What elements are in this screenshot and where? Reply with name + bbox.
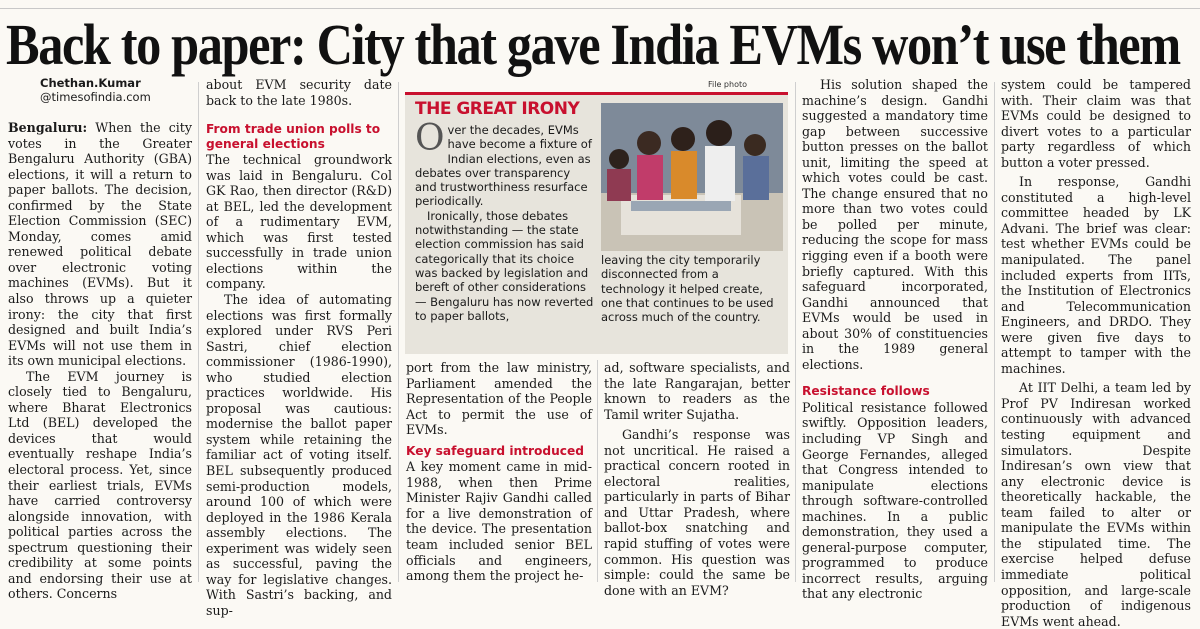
paragraph: port from the law ministry, Parliament amended the Representation of the People Act to permit the use of EVMs. — [406, 360, 592, 438]
byline — [40, 76, 192, 104]
top-border — [0, 0, 1200, 9]
dateline: Bengaluru: — [8, 120, 88, 135]
byline-handle: @timesofindia.com — [40, 90, 151, 104]
irony-box — [405, 92, 788, 354]
column-2 — [206, 77, 392, 619]
column-4 — [604, 360, 790, 598]
box-text-left — [415, 118, 595, 323]
paragraph: about EVM security date back to the late 1980s. — [206, 77, 392, 108]
column-rule — [198, 82, 199, 582]
paragraph: His solution shaped the machine’s design. Gandhi suggested a mandatory time gap between successive button presses on the ballot unit, limiting the speed at which votes could be cast. The change ensured that no more than two votes could be polled per minute, reducing the scope for mass rigging even if a booth were briefly captured. With this safeguard incorporated, Gandhi announced that EVMs would be used in about 30% of constituencies in the 1989 general elections. — [802, 77, 988, 372]
box-paragraph: Over the decades, EVMs have become a fixture of Indian elections, even as debates over transparency and trustworthiness resurface periodically. — [415, 118, 592, 209]
paragraph: system could be tampered with. Their claim was that EVMs could be designed to divert votes to a particular party regardless of which button a voter pressed. — [1001, 77, 1191, 170]
paragraph: ad, software specialists, and the late Rangarajan, better known to readers as the Tamil writer Sujatha. — [604, 360, 790, 422]
paragraph: The technical groundwork was laid in Bengaluru. Col GK Rao, then director (R&D) at BEL, led the development of a rudimentary EVM, which was first tested successfully in trade union elections within the company. — [206, 152, 392, 292]
column-rule — [994, 82, 995, 582]
column-5 — [802, 77, 988, 602]
paragraph: A key moment came in mid-1988, when then Prime Minister Rajiv Gandhi called for a live demonstration of the device. The presentation team included senior BEL officials and engineers, among them the project he- — [406, 459, 592, 584]
paragraph: Gandhi’s response was not uncritical. He raised a practical concern rooted in electoral realities, particularly in parts of Bihar and Uttar Pradesh, where ballot-box snatching and rapid stuffing of votes were common. His question was simple: could the same be done with an EVM? — [604, 427, 790, 598]
box-title: THE GREAT IRONY — [415, 99, 580, 119]
paragraph: The EVM journey is closely tied to Bengaluru, where Bharat Electronics Ltd (BEL) developed the devices that would eventually reshape India’s electoral process. Yet, since their earliest trials, EVMs have carried controversy alongside innovation, with political parties across the spectrum questioning their credibility at some points and endorsing their use at others. Concerns — [8, 368, 192, 602]
drop-cap: O — [415, 118, 445, 159]
photo-credit: File photo — [708, 80, 748, 89]
box-paragraph: Ironically, those debates notwithstanding — the state election commission has said categorically that its choice was backed by legislation and bereft of other considerations — Bengaluru has now reverted to paper ballots, — [415, 208, 594, 323]
subheading: Resistance follows — [802, 384, 930, 399]
column-3 — [406, 360, 592, 584]
paragraph: At IIT Delhi, a team led by Prof PV Indiresan worked continuously with advanced testing equipment and simulators. Despite Indiresan’s own view that any electronic device is theoretically hackable, the team failed to alter or manipulate the EVMs within the stipulated time. The exercise helped defuse immediate political opposition, and large-scale production of indigenous EVMs went ahead. — [1001, 380, 1191, 629]
headline: Back to paper: City that gave India EVMs won’t use them — [6, 12, 1180, 77]
paragraph: Political resistance followed swiftly. Opposition leaders, including VP Singh and George Fernandes, alleged that Congress intended to manipulate elections through software-controlled machines. In a public demonstration, they used a general-purpose computer, programmed to produce incorrect results, arguing that any electronic — [802, 399, 988, 602]
photo — [601, 103, 783, 251]
paragraph: Bengaluru: When the city votes in the Greater Bengaluru Authority (GBA) elections, it will a return to paper ballots. The decision, confirmed by the State Election Commission (SEC) Monday, comes amid renewed political debate over electronic voting machines (EVMs). But it also throws up a quieter irony: the city that first designed and built India’s EVMs will not use them in its own municipal elections. — [8, 120, 192, 369]
column-rule — [597, 360, 598, 582]
column-1 — [8, 76, 192, 602]
column-rule — [398, 82, 399, 582]
paragraph: In response, Gandhi constituted a high-level committee headed by LK Advani. The brief was clear: test whether EVMs could be manipulated. The panel included experts from IITs, the Institution of Electronics and Telecommunication Engineers, and DRDO. They were given five days to attempt to tamper with the machines. — [1001, 174, 1191, 376]
byline-name: Chethan.Kumar — [40, 76, 141, 90]
box-text-right: leaving the city temporarily disconnected from a technology it helped create, one that continues to be used across much of the country. — [601, 253, 774, 325]
subheading: Key safeguard introduced — [406, 443, 585, 458]
subheading: From trade union polls to general elections — [206, 122, 381, 151]
photo-illustration — [601, 103, 783, 251]
column-6 — [1001, 77, 1191, 629]
column-rule — [795, 82, 796, 582]
paragraph: The idea of automating elections was first formally explored under RVS Peri Sastri, chief election commissioner (1986-1990), who studied election practices worldwide. His proposal was cautious: modernise the ballot paper system while retaining the familiar act of voting itself. BEL subsequently produced semi-production models, around 100 of which were deployed in the 1986 Kerala assembly elections. The experiment was widely seen as successful, paving the way for legislative changes. With Sastri’s backing, and sup- — [206, 292, 392, 618]
